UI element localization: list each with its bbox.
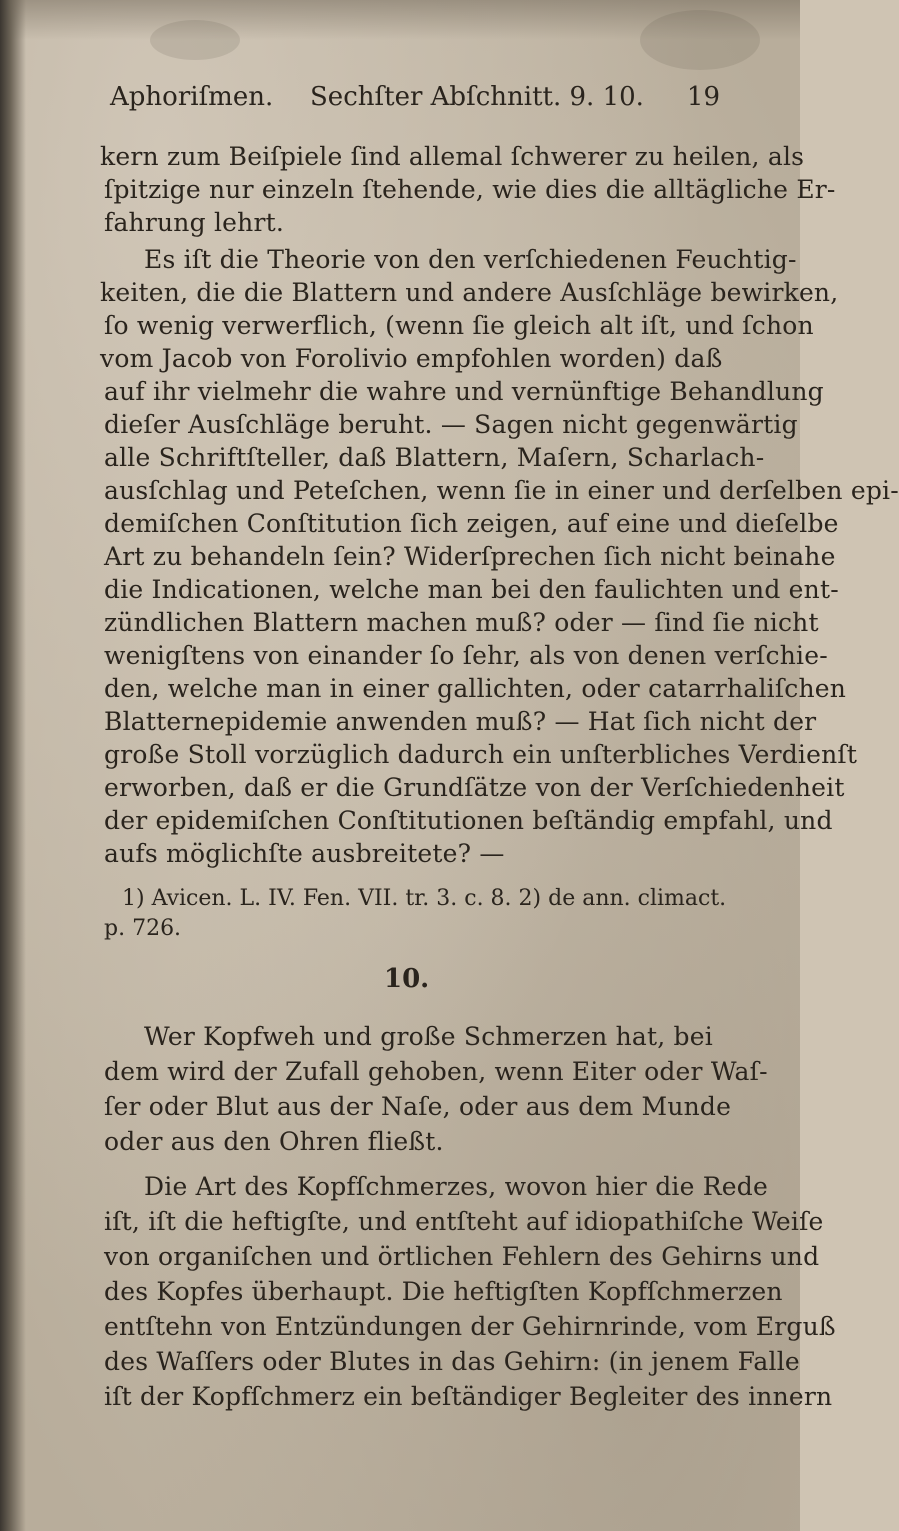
binding-shadow xyxy=(0,0,26,1531)
text-line: die Indicationen, welche man bei den faulichten und ent- xyxy=(104,575,839,604)
text-line: des Kopfes überhaupt. Die heftigſten Kopfſchmerzen xyxy=(104,1277,783,1306)
text-line: Blatternepidemie anwenden muß? — Hat ſich nicht der xyxy=(104,707,817,736)
text-line: kern zum Beiſpiele ſind allemal ſchwerer zu heilen, als xyxy=(100,142,805,171)
text-line: dem wird der Zufall gehoben, wenn Eiter oder Waſ- xyxy=(104,1057,768,1086)
text-line: von organiſchen und örtlichen Fehlern des Gehirns und xyxy=(104,1242,820,1271)
paper-stain xyxy=(640,10,760,70)
header-title: Aphoriſmen. xyxy=(110,82,274,112)
text-line: ausſchlag und Peteſchen, wenn ſie in einer und derſelben epi- xyxy=(104,476,899,505)
text-line: vom Jacob von Forolivio empfohlen worden) daß xyxy=(100,344,723,373)
text-line: ſpitzige nur einzeln ſtehende, wie dies die alltägliche Er- xyxy=(104,175,836,204)
text-line: demiſchen Conſtitution ſich zeigen, auf eine und dieſelbe xyxy=(104,509,839,538)
running-header xyxy=(110,82,720,122)
text-line: iſt der Kopfſchmerz ein beſtändiger Begleiter des innern xyxy=(104,1382,833,1411)
text-line: ſo wenig verwerflich, (wenn ſie gleich alt iſt, und ſchon xyxy=(104,311,814,340)
text-line: entſtehn von Entzündungen der Gehirnrinde, vom Erguß xyxy=(104,1312,836,1341)
text-line: oder aus den Ohren fließt. xyxy=(104,1127,444,1156)
text-line: dieſer Ausſchläge beruht. — Sagen nicht gegenwärtig xyxy=(104,410,798,439)
footnote: 1) Avicen. L. IV. Fen. VII. tr. 3. c. 8. 2) de ann. climact. xyxy=(122,886,727,911)
text-line: keiten, die die Blattern und andere Ausſchläge bewirken, xyxy=(100,278,839,307)
section-number: 10. xyxy=(384,964,430,994)
text-line: des Waſſers oder Blutes in das Gehirn: (in jenem Falle xyxy=(104,1347,800,1376)
text-line: erworben, daß er die Grundſätze von der Verſchiedenheit xyxy=(104,773,845,802)
text-line: iſt, iſt die heftigſte, und entſteht auf idiopathiſche Weiſe xyxy=(104,1207,824,1236)
text-line: ſer oder Blut aus der Naſe, oder aus dem Munde xyxy=(104,1092,732,1121)
page-number: 19 xyxy=(686,82,720,112)
text-line: aufs möglichſte ausbreitete? — xyxy=(104,839,505,868)
header-section: Sechſter Abſchnitt. 9. 10. xyxy=(310,82,644,112)
footnote: p. 726. xyxy=(104,916,182,941)
text-line: der epidemiſchen Conſtitutionen beſtändig empfahl, und xyxy=(104,806,833,835)
text-line: auf ihr vielmehr die wahre und vernünftige Behandlung xyxy=(104,377,824,406)
text-line: zündlichen Blattern machen muß? oder — ſind ſie nicht xyxy=(104,608,819,637)
text-line: fahrung lehrt. xyxy=(104,208,284,237)
text-line: große Stoll vorzüglich dadurch ein unſterbliches Verdienſt xyxy=(104,740,858,769)
text-line: Art zu behandeln ſein? Widerſprechen ſich nicht beinahe xyxy=(104,542,836,571)
text-line: Wer Kopfweh und große Schmerzen hat, bei xyxy=(144,1022,713,1051)
text-line: Die Art des Kopfſchmerzes, wovon hier die Rede xyxy=(144,1172,768,1201)
paper-stain xyxy=(150,20,240,60)
text-line: wenigſtens von einander ſo ſehr, als von denen verſchie- xyxy=(104,641,828,670)
text-line: alle Schriftſteller, daß Blattern, Maſern, Scharlach- xyxy=(104,443,765,472)
text-line: den, welche man in einer gallichten, oder catarrhaliſchen xyxy=(104,674,847,703)
text-line: Es iſt die Theorie von den verſchiedenen Feuchtig- xyxy=(144,245,797,274)
